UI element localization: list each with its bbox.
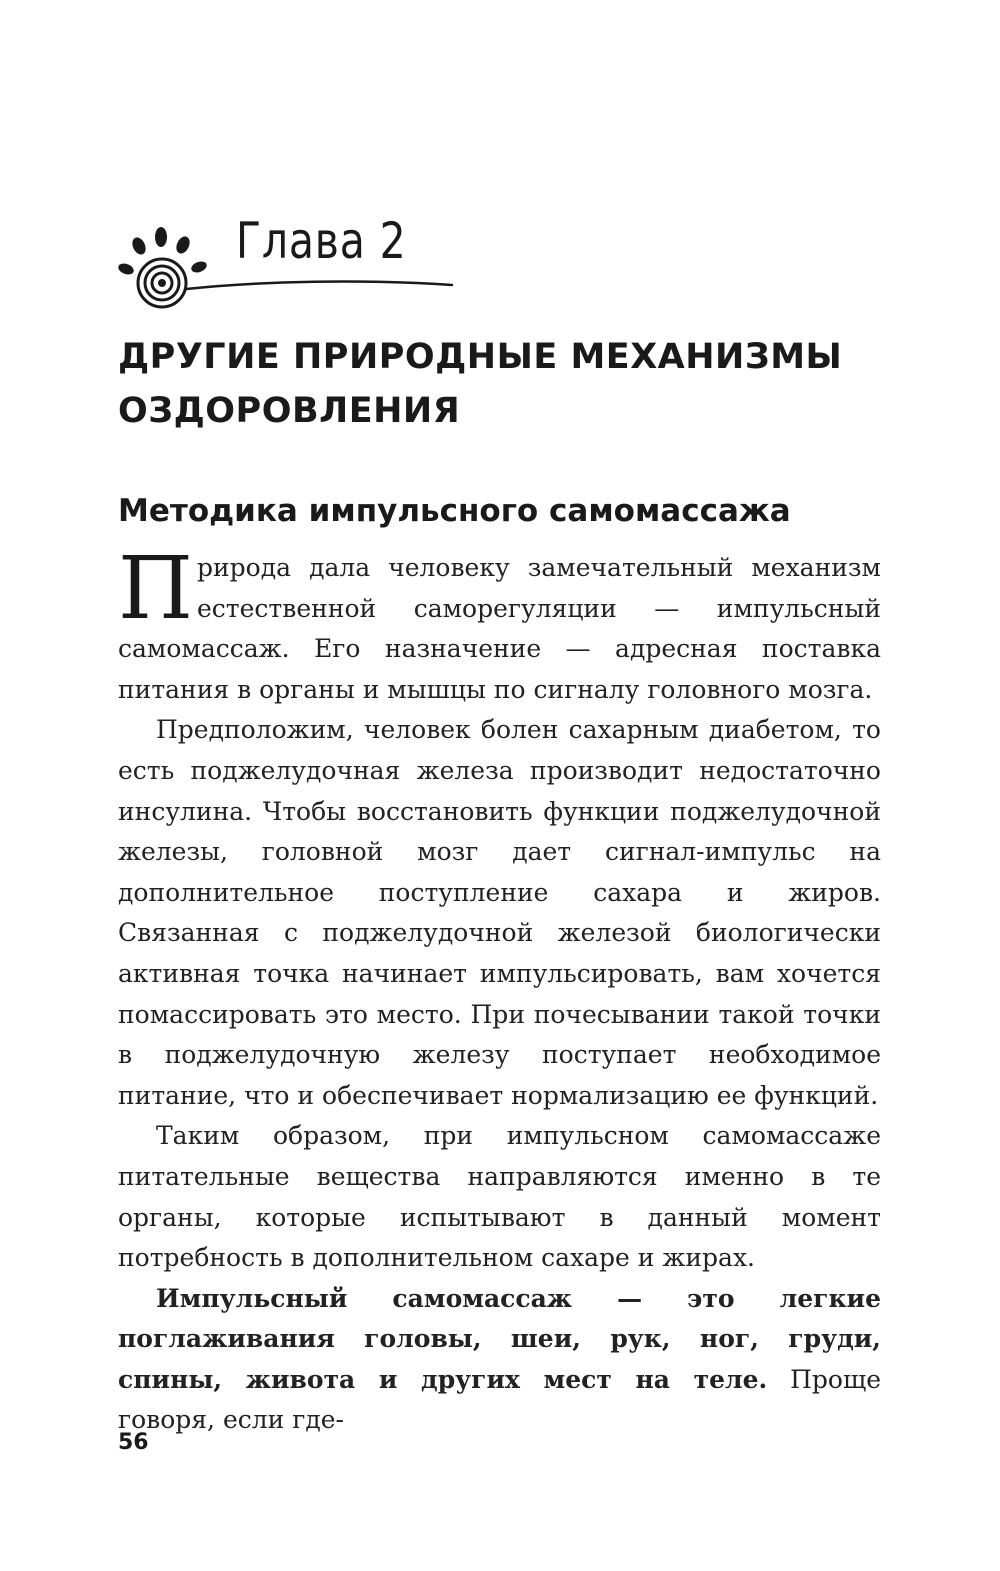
paragraph-4-text: Проще говоря, если где- <box>118 1364 881 1435</box>
chapter-title: ДРУГИЕ ПРИРОДНЫЕ МЕХАНИЗМЫ ОЗДОРОВЛЕНИЯ <box>118 337 843 431</box>
paragraph-4-emphasis: Импульсный самомассаж — это легкие поглаживания головы, шеи, рук, ног, груди, спины, живота и других мест на теле. <box>118 1283 881 1394</box>
chapter-label: Глава 2 <box>236 212 407 270</box>
body-text <box>118 539 881 1441</box>
paragraph-2: Предположим, человек болен сахарным диабетом, то есть поджелудочная железа производит недостаточно инсулина. Чтобы восстановить функции поджелудочной железы, головной мозг дает сигнал-импульс на дополнительное поступление сахара и жиров. Связанная с поджелудочной железой биологически активная точка начинает импульсировать, вам хочется помассировать это место. При почесывании такой точки в поджелудочную железу поступает необходимое питание, что и обеспечивает нормализацию ее функций. <box>118 715 881 1110</box>
paragraph-1 <box>118 539 881 710</box>
paragraph-4 <box>118 1279 881 1441</box>
paragraph-3: Таким образом, при импульсном самомассаже питательные вещества направляются именно в те органы, которые испытывают в данный момент потребность в дополнительном сахаре и жирах. <box>118 1121 881 1273</box>
page-number: 56 <box>118 1430 149 1455</box>
section-title: Методика импульсного самомассажа <box>118 493 791 529</box>
paragraph-1-text: рирода дала человеку замечательный механизм естественной саморегуляции — импульсный самомассаж. Его назначение — адресная поставка питания в органы и мышцы по сигналу головного мозга. <box>118 553 881 704</box>
drop-cap: П <box>118 539 193 639</box>
